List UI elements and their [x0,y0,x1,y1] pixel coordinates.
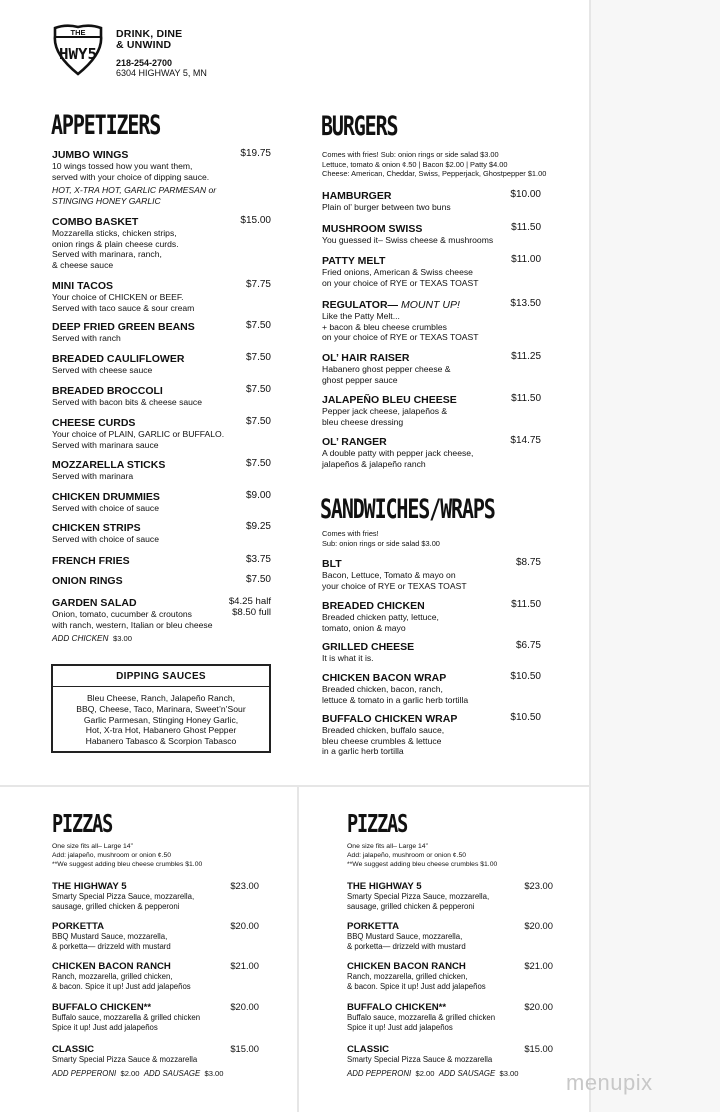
item-description: Ranch, mozzarella, grilled chicken, & bacon. Spice it up! Just add jalapeños [347,972,486,991]
item-name-text: ONION RINGS [52,575,123,587]
item-name [322,299,479,311]
item-name [52,961,191,972]
menu-item [52,961,191,991]
menu-item [322,436,473,469]
item-name [322,713,457,725]
item-description: Pepper jack cheese, jalapeños & bleu cheese dressing [322,406,448,427]
item-name [347,961,486,972]
item-name-text: MUSHROOM SWISS [322,223,423,235]
item-description: Smarty Special Pizza Sauce & mozzarella [52,1055,198,1064]
item-description: Smarty Special Pizza Sauce & mozzarella [347,1055,493,1064]
menu-item [322,641,414,664]
item-name [52,522,159,534]
menu-item [52,1044,197,1065]
item-price: $13.50 [510,298,541,309]
dipping-sauces-box [51,664,271,753]
menu-item [52,216,179,270]
item-description: Served with cheese sauce [52,365,153,375]
item-name-text: CHICKEN BACON RANCH [347,961,466,972]
item-description: Served with marinara [52,471,134,481]
item-price: $19.75 [240,148,271,159]
item-name-text: DEEP FRIED GREEN BEANS [52,321,195,333]
item-price: $4.25 half $8.50 full [228,596,271,618]
item-name-text: PORKETTA [347,921,400,932]
item-description: Habanero ghost pepper cheese & ghost pepper sauce [322,364,451,385]
item-name-text: CLASSIC [347,1044,390,1055]
menu-item [322,558,467,591]
item-name [52,491,160,503]
item-description: Your choice of CHICKEN or BEEF. Served with taco sauce & sour cream [52,292,195,313]
item-price: $14.75 [510,435,541,446]
item-name-text: BUFFALO CHICKEN WRAP [322,713,458,725]
item-name [52,321,195,333]
menu-item [347,1002,495,1032]
item-price: $20.00 [524,920,553,931]
item-name [347,881,489,892]
dipping-sauces-divider [53,686,269,687]
item-name-text: COMBO BASKET [52,216,139,228]
item-price: $23.00 [230,880,259,891]
menu-item [347,881,489,911]
item-description: You guessed it– Swiss cheese & mushrooms [322,235,494,245]
brand-tagline: DRINK, DINE & UNWIND [116,28,183,51]
item-price: $7.50 [245,352,271,363]
item-price: $9.25 [245,521,271,532]
item-price: $11.00 [511,254,541,265]
menu-item [322,223,493,246]
burgers-note: Comes with fries! Sub: onion rings or side salad $3.00 Lettuce, tomato & onion ¢.50 | Bacon $2.00 | Patty $4.00 Cheese: American, Cheddar, Swiss, Pepperjack, Ghostpepper $1.00 [322,150,547,178]
menu-item [52,881,194,911]
page-margin [591,0,720,1112]
menu-item [52,417,224,450]
item-name [52,280,194,292]
item-price: $7.50 [245,458,271,469]
item-name-text: CLASSIC [52,1044,95,1055]
add-sausage-label: ADD SAUSAGE [143,1069,201,1078]
pizza-right-addons [347,1069,519,1078]
item-description: Smarty Special Pizza Sauce, mozzarella, sausage, grilled chicken & pepperoni [347,892,490,911]
pizzas-right-note: One size fits all– Large 14” Add: jalapeño, mushroom or onion ¢.50 **We suggest adding bleu cheese crumbles $1.00 [347,843,498,868]
menu-item [52,149,216,206]
item-description: 10 wings tossed how you want them, served with your choice of dipping sauce. [52,161,210,182]
item-description: Ranch, mozzarella, grilled chicken, & bacon. Spice it up! Just add jalapeños [52,972,191,991]
brand-address: 6304 HIGHWAY 5, MN [116,68,207,78]
menu-item [52,321,195,344]
item-name [52,216,179,228]
item-name-text: GRILLED CHEESE [322,641,415,653]
item-name [322,641,414,653]
add-pepperoni-label: ADD PEPPERONI [347,1069,412,1078]
menu-item [322,255,479,288]
item-name-text: GARDEN SALAD [52,597,137,609]
item-name [52,385,202,397]
item-name [322,255,479,267]
item-price: $21.00 [230,960,259,971]
sandwiches-note: Comes with fries! Sub: onion rings or side salad $3.00 [322,529,440,548]
item-name [322,600,439,612]
menu-item [347,961,486,991]
item-name [52,555,130,567]
burgers-title: BURGERS [321,111,398,142]
item-description: BBQ Mustard Sauce, mozzarella, & porketta— drizzeld with mustard [347,932,466,951]
menu-item [52,459,165,482]
item-name-text: CHEESE CURDS [52,417,136,429]
menu-item [322,352,451,385]
item-description: Buffalo sauce, mozzarella & grilled chicken Spice it up! Just add jalapeños [347,1013,496,1032]
add-sausage-label: ADD SAUSAGE [438,1069,496,1078]
item-name-text: MOZZARELLA STICKS [52,459,166,471]
menu-item [52,1002,200,1032]
item-name-suffix: MOUNT UP! [398,299,460,311]
item-description: Served with choice of sauce [52,534,160,544]
item-name [322,190,451,202]
pizzas-right-title: PIZZAS [347,809,408,838]
item-name [52,417,224,429]
item-name-text: OL’ RANGER [322,436,387,448]
item-price: $15.00 [524,1043,553,1054]
item-name [347,921,466,932]
menu-item [347,1044,492,1065]
item-price: $20.00 [230,920,259,931]
item-name [52,597,213,609]
item-price: $15.00 [230,1043,259,1054]
item-name-text: BREADED CAULIFLOWER [52,353,185,365]
menu-item [322,299,479,343]
menu-item [322,190,451,213]
item-name-text: THE HIGHWAY 5 [347,881,422,892]
add-pepperoni-price: $2.00 [120,1069,140,1078]
item-price: $23.00 [524,880,553,891]
item-name [322,672,468,684]
item-name [322,436,473,448]
menu-item [52,575,123,587]
item-name-text: BUFFALO CHICKEN** [347,1002,447,1013]
item-name-text: REGULATOR— [322,299,399,311]
item-name-text: OL’ HAIR RAISER [322,352,410,364]
add-chicken-line [52,634,132,643]
item-name-text: HAMBURGER [322,190,392,202]
menu-item [322,600,439,633]
item-name [52,1044,197,1055]
item-price: $3.75 [245,554,271,565]
add-sausage-price: $3.00 [499,1069,519,1078]
item-name-text: BUFFALO CHICKEN** [52,1002,152,1013]
add-pepperoni-label: ADD PEPPERONI [52,1069,117,1078]
menu-item [52,385,202,408]
item-name [52,1002,200,1013]
add-chicken-price: $3.00 [112,634,132,643]
item-price: $9.00 [245,490,271,501]
item-price: $11.25 [511,351,541,362]
item-name-text: CHICKEN STRIPS [52,522,141,534]
item-name [52,921,171,932]
item-name [347,1044,492,1055]
menu-item [52,491,160,514]
item-description: Served with ranch [52,333,121,343]
brand-phone: 218-254-2700 [116,58,173,68]
item-description: Served with bacon bits & cheese sauce [52,397,203,407]
item-name-text: BREADED CHICKEN [322,600,425,612]
item-description: Bacon, Lettuce, Tomato & mayo on your choice of RYE or TEXAS TOAST [322,570,467,591]
item-name [52,575,123,587]
add-sausage-price: $3.00 [204,1069,224,1078]
item-price: $7.50 [245,320,271,331]
item-description: Smarty Special Pizza Sauce, mozzarella, sausage, grilled chicken & pepperoni [52,892,195,911]
add-pepperoni-price: $2.00 [415,1069,435,1078]
item-description: Breaded chicken, bacon, ranch, lettuce & tomato in a garlic herb tortilla [322,684,469,705]
item-sauce-options: HOT, X-TRA HOT, GARLIC PARMESAN or STINGING HONEY GARLIC [52,185,217,206]
pizzas-left-note: One size fits all– Large 14” Add: jalapeño, mushroom or onion ¢.50 **We suggest adding bleu cheese crumbles $1.00 [52,843,203,868]
item-price: $7.50 [245,574,271,585]
hwy5-shield-logo [52,24,104,76]
pizzas-left-title: PIZZAS [52,809,113,838]
item-name-text: CHICKEN BACON RANCH [52,961,171,972]
item-name-text: THE HIGHWAY 5 [52,881,127,892]
dipping-sauces-list: Bleu Cheese, Ranch, Jalapeño Ranch, BBQ, Cheese, Taco, Marinara, Sweet’n’Sour Garlic Parmesan, Stinging Honey Garlic, Hot, X-tra Hot, Habanero Ghost Pepper Habanero Tabasco & Scorpion Tabasco [76,693,246,747]
item-description: Like the Patty Melt... + bacon & bleu cheese crumbles on your choice of RYE or TEXAS TOAST [322,311,479,343]
item-description: Fried onions, American & Swiss cheese on your choice of RYE or TEXAS TOAST [322,267,479,288]
menu-item [52,280,194,313]
pizza-left-addons [52,1069,224,1078]
item-name-text: FRENCH FRIES [52,555,130,567]
item-name-text: BREADED BROCCOLI [52,385,163,397]
item-name-text: CHICKEN DRUMMIES [52,491,160,503]
item-price: $21.00 [524,960,553,971]
item-price: $11.50 [511,599,541,610]
item-description: Breaded chicken patty, lettuce, tomato, onion & mayo [322,612,439,633]
menu-item [52,522,159,545]
item-description: BBQ Mustard Sauce, mozzarella, & porketta— drizzeld with mustard [52,932,171,951]
item-name [322,223,493,235]
menu-item [52,921,171,951]
item-name-text: CHICKEN BACON WRAP [322,672,447,684]
appetizers-title: APPETIZERS [51,110,161,141]
item-name [52,881,194,892]
item-name [322,352,451,364]
item-description: A double patty with pepper jack cheese, jalapeños & jalapeño ranch [322,448,474,469]
item-name-text: PORKETTA [52,921,105,932]
menu-item [52,597,213,630]
item-name [52,459,165,471]
item-price: $7.50 [245,384,271,395]
item-price: $8.75 [515,557,541,568]
item-price: $7.75 [245,279,271,290]
add-chicken-label: ADD CHICKEN [52,634,109,643]
item-name-text: BLT [322,558,342,570]
menupix-watermark: menupix [566,1070,653,1095]
item-description: Breaded chicken, buffalo sauce, bleu cheese crumbles & lettuce in a garlic herb tortilla [322,725,445,757]
item-name-text: JUMBO WINGS [52,149,129,161]
item-price: $20.00 [230,1001,259,1012]
item-description: Mozzarella sticks, chicken strips, onion rings & plain cheese curds. Served with marinara, ranch, & cheese sauce [52,228,179,270]
item-name [322,394,457,406]
item-description: Served with choice of sauce [52,503,160,513]
menu-item [347,921,466,951]
logo-main-text: HWY5 [59,45,97,63]
menu-item [322,672,468,705]
item-price: $20.00 [524,1001,553,1012]
item-description: Onion, tomato, cucumber & croutons with ranch, western, Italian or bleu cheese [52,609,213,630]
menu-item [52,555,130,567]
item-price: $6.75 [515,640,541,651]
item-price: $10.50 [510,671,541,682]
dipping-sauces-title: DIPPING SAUCES [116,671,206,682]
item-name [347,1002,495,1013]
item-price: $11.50 [511,393,541,404]
item-name [52,353,184,365]
item-price: $10.50 [510,712,541,723]
item-description: Your choice of PLAIN, GARLIC or BUFFALO. Served with marinara sauce [52,429,225,450]
item-name [322,558,467,570]
item-price: $10.00 [510,189,541,200]
item-name [52,149,216,161]
sandwiches-title: SANDWICHES/WRAPS [320,494,495,525]
menu-item [322,713,457,757]
menu-item [322,394,457,427]
item-description: Buffalo sauce, mozzarella & grilled chicken Spice it up! Just add jalapeños [52,1013,201,1032]
item-description: It is what it is. [322,653,374,663]
item-name-text: MINI TACOS [52,280,114,292]
item-name-text: JALAPEÑO BLEU CHEESE [322,394,457,406]
item-price: $11.50 [511,222,541,233]
item-price: $7.50 [245,416,271,427]
item-price: $15.00 [240,215,271,226]
item-description: Plain ol’ burger between two buns [322,202,451,212]
menu-item [52,353,184,376]
item-name-text: PATTY MELT [322,255,386,267]
logo-top-text: THE [70,28,86,37]
